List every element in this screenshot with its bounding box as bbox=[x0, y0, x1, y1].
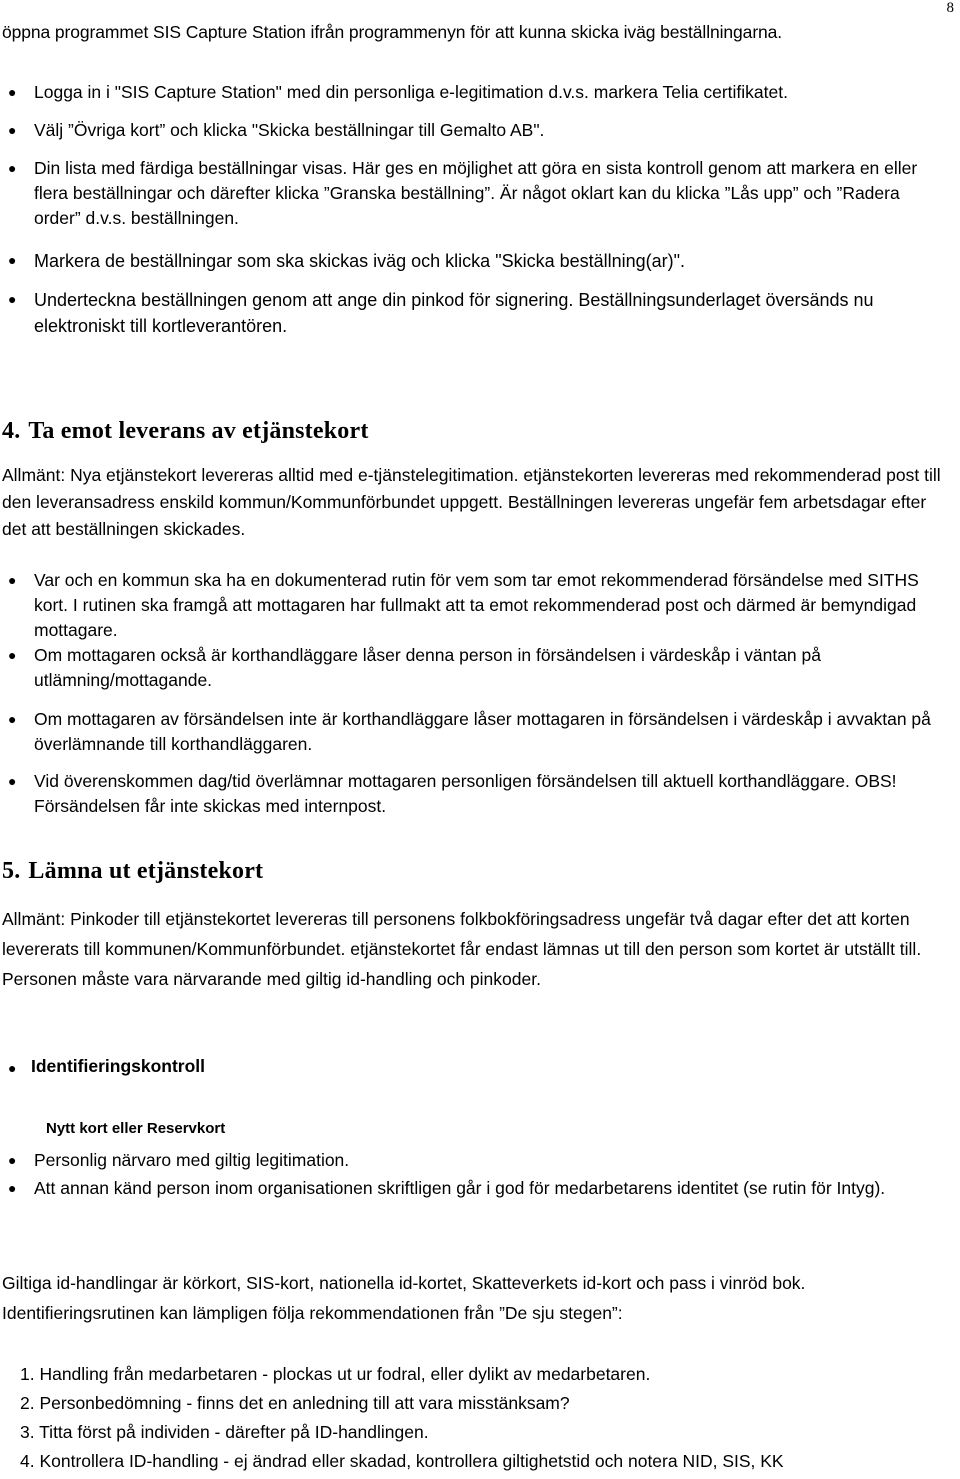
bullet-icon: ● bbox=[8, 291, 17, 307]
section5-title: Lämna ut etjänstekort bbox=[28, 858, 264, 884]
list-item: 2. Personbedömning - finns det en anledning till att vara misstänksam? bbox=[20, 1393, 570, 1413]
list-item: ● Om mottagaren av försändelsen inte är korthandläggare låser mottagaren in försändelsen i värdeskåp i avvaktan på överlämnande till korthandläggaren. bbox=[8, 709, 931, 754]
section1-bullet-list bbox=[0, 80, 950, 352]
bullet-icon: ● bbox=[8, 160, 17, 176]
seven-steps-list bbox=[20, 1360, 950, 1476]
list-item: ● Om mottagaren också är korthandläggare låser denna person in försändelsen i värdeskåp i väntan på utlämning/mottagande. bbox=[8, 645, 821, 690]
list-item: 3. Titta först på individen - därefter på ID-handlingen. bbox=[20, 1422, 429, 1442]
bullet-icon: ● bbox=[8, 252, 17, 268]
list-item: ● Personlig närvaro med giltig legitimation. bbox=[0, 1148, 950, 1173]
bullet-icon: ● bbox=[8, 1060, 17, 1076]
bullet-icon: ● bbox=[8, 711, 17, 727]
section4-title: Ta emot leverans av etjänstekort bbox=[28, 418, 369, 444]
bullet-icon: ● bbox=[8, 84, 17, 100]
list-item: ● Var och en kommun ska ha en dokumenterad rutin för vem som tar emot rekommenderad försändelse med SITHS kort. I rutinen ska framgå att mottagaren har fullmakt att ta emot rekommenderad post och därmed är bemyndigad mottagare. bbox=[8, 570, 919, 640]
section5-heading bbox=[2, 858, 263, 885]
list-item: ● Markera de beställningar som ska skickas iväg och klicka "Skicka beställning(ar)". bbox=[0, 248, 950, 274]
list-item: 1. Handling från medarbetaren - plockas ut ur fodral, eller dylikt av medarbetaren. bbox=[20, 1364, 651, 1384]
section5-paragraph: Allmänt: Pinkoder till etjänstekortet levereras till personens folkbokföringsadress ungefär två dagar efter det att korten levererats till kommunen/Kommunförbundet. etjänstekortet får endast lämnas ut till den person som kortet är utställt till. Personen måste vara närvarande med giltig id-handling och pinkoder. bbox=[2, 909, 922, 989]
section4-heading bbox=[2, 418, 369, 445]
section4-bullet-list bbox=[0, 568, 950, 819]
valid-ids-paragraph: Giltiga id-handlingar är körkort, SIS-kort, nationella id-kortet, Skatteverkets id-kort och pass i vinröd bok. Identifieringsrutinen kan lämpligen följa rekommendationen från ”De sju stegen”: bbox=[2, 1273, 806, 1323]
bullet-icon: ● bbox=[8, 572, 17, 588]
section4-paragraph: Allmänt: Nya etjänstekort levereras alltid med e-tjänstelegitimation. etjänstekorten levereras med rekommenderad post till den leveransadress enskild kommun/Kommunförbundet uppgett. Beställningen levereras ungefär fem arbetsdagar efter det att beställningen skickades. bbox=[2, 465, 941, 539]
bullet-icon: ● bbox=[8, 1152, 17, 1168]
subheading-new-card: Nytt kort eller Reservkort bbox=[46, 1120, 226, 1137]
bullet-icon: ● bbox=[8, 647, 17, 663]
page-number: 8 bbox=[946, 0, 954, 16]
id-check-item bbox=[0, 1056, 205, 1077]
list-item: ● Vid överenskommen dag/tid överlämnar mottagaren personligen försändelsen till aktuell korthandläggare. OBS! Försändelsen får inte skickas med internpost. bbox=[8, 771, 897, 816]
bullet-icon: ● bbox=[8, 122, 17, 138]
bullet-icon: ● bbox=[8, 773, 17, 789]
id-check-bullet-list bbox=[0, 1148, 950, 1201]
list-item: 4. Kontrollera ID-handling - ej ändrad eller skadad, kontrollera giltighetstid och notera NID, SIS, KK bbox=[20, 1451, 784, 1471]
list-item: ● Logga in i "SIS Capture Station" med din personliga e-legitimation d.v.s. markera Telia certifikatet. bbox=[0, 80, 950, 105]
section4-number: 4. bbox=[2, 418, 21, 444]
id-check-label: Identifieringskontroll bbox=[31, 1056, 206, 1076]
list-item: ● Underteckna beställningen genom att ange din pinkod för signering. Beställningsunderlaget översänds nu elektroniskt till kortleverantören. bbox=[0, 287, 950, 339]
section5-number: 5. bbox=[2, 858, 21, 884]
bullet-icon: ● bbox=[8, 1180, 17, 1196]
intro-text: öppna programmet SIS Capture Station ifrån programmenyn för att kunna skicka iväg beställningarna. bbox=[2, 22, 783, 42]
list-item: ● Att annan känd person inom organisationen skriftligen går i god för medarbetarens identitet (se rutin för Intyg). bbox=[0, 1176, 950, 1201]
list-item: ● Välj ”Övriga kort” och klicka "Skicka beställningar till Gemalto AB". bbox=[0, 118, 950, 143]
list-item: ● Din lista med färdiga beställningar visas. Här ges en möjlighet att göra en sista kontroll genom att markera en eller flera beställningar och därefter klicka ”Granska beställning”. Är något oklart kan du klicka ”Lås upp” och ”Radera order” d.v.s. beställningen. bbox=[8, 158, 918, 228]
